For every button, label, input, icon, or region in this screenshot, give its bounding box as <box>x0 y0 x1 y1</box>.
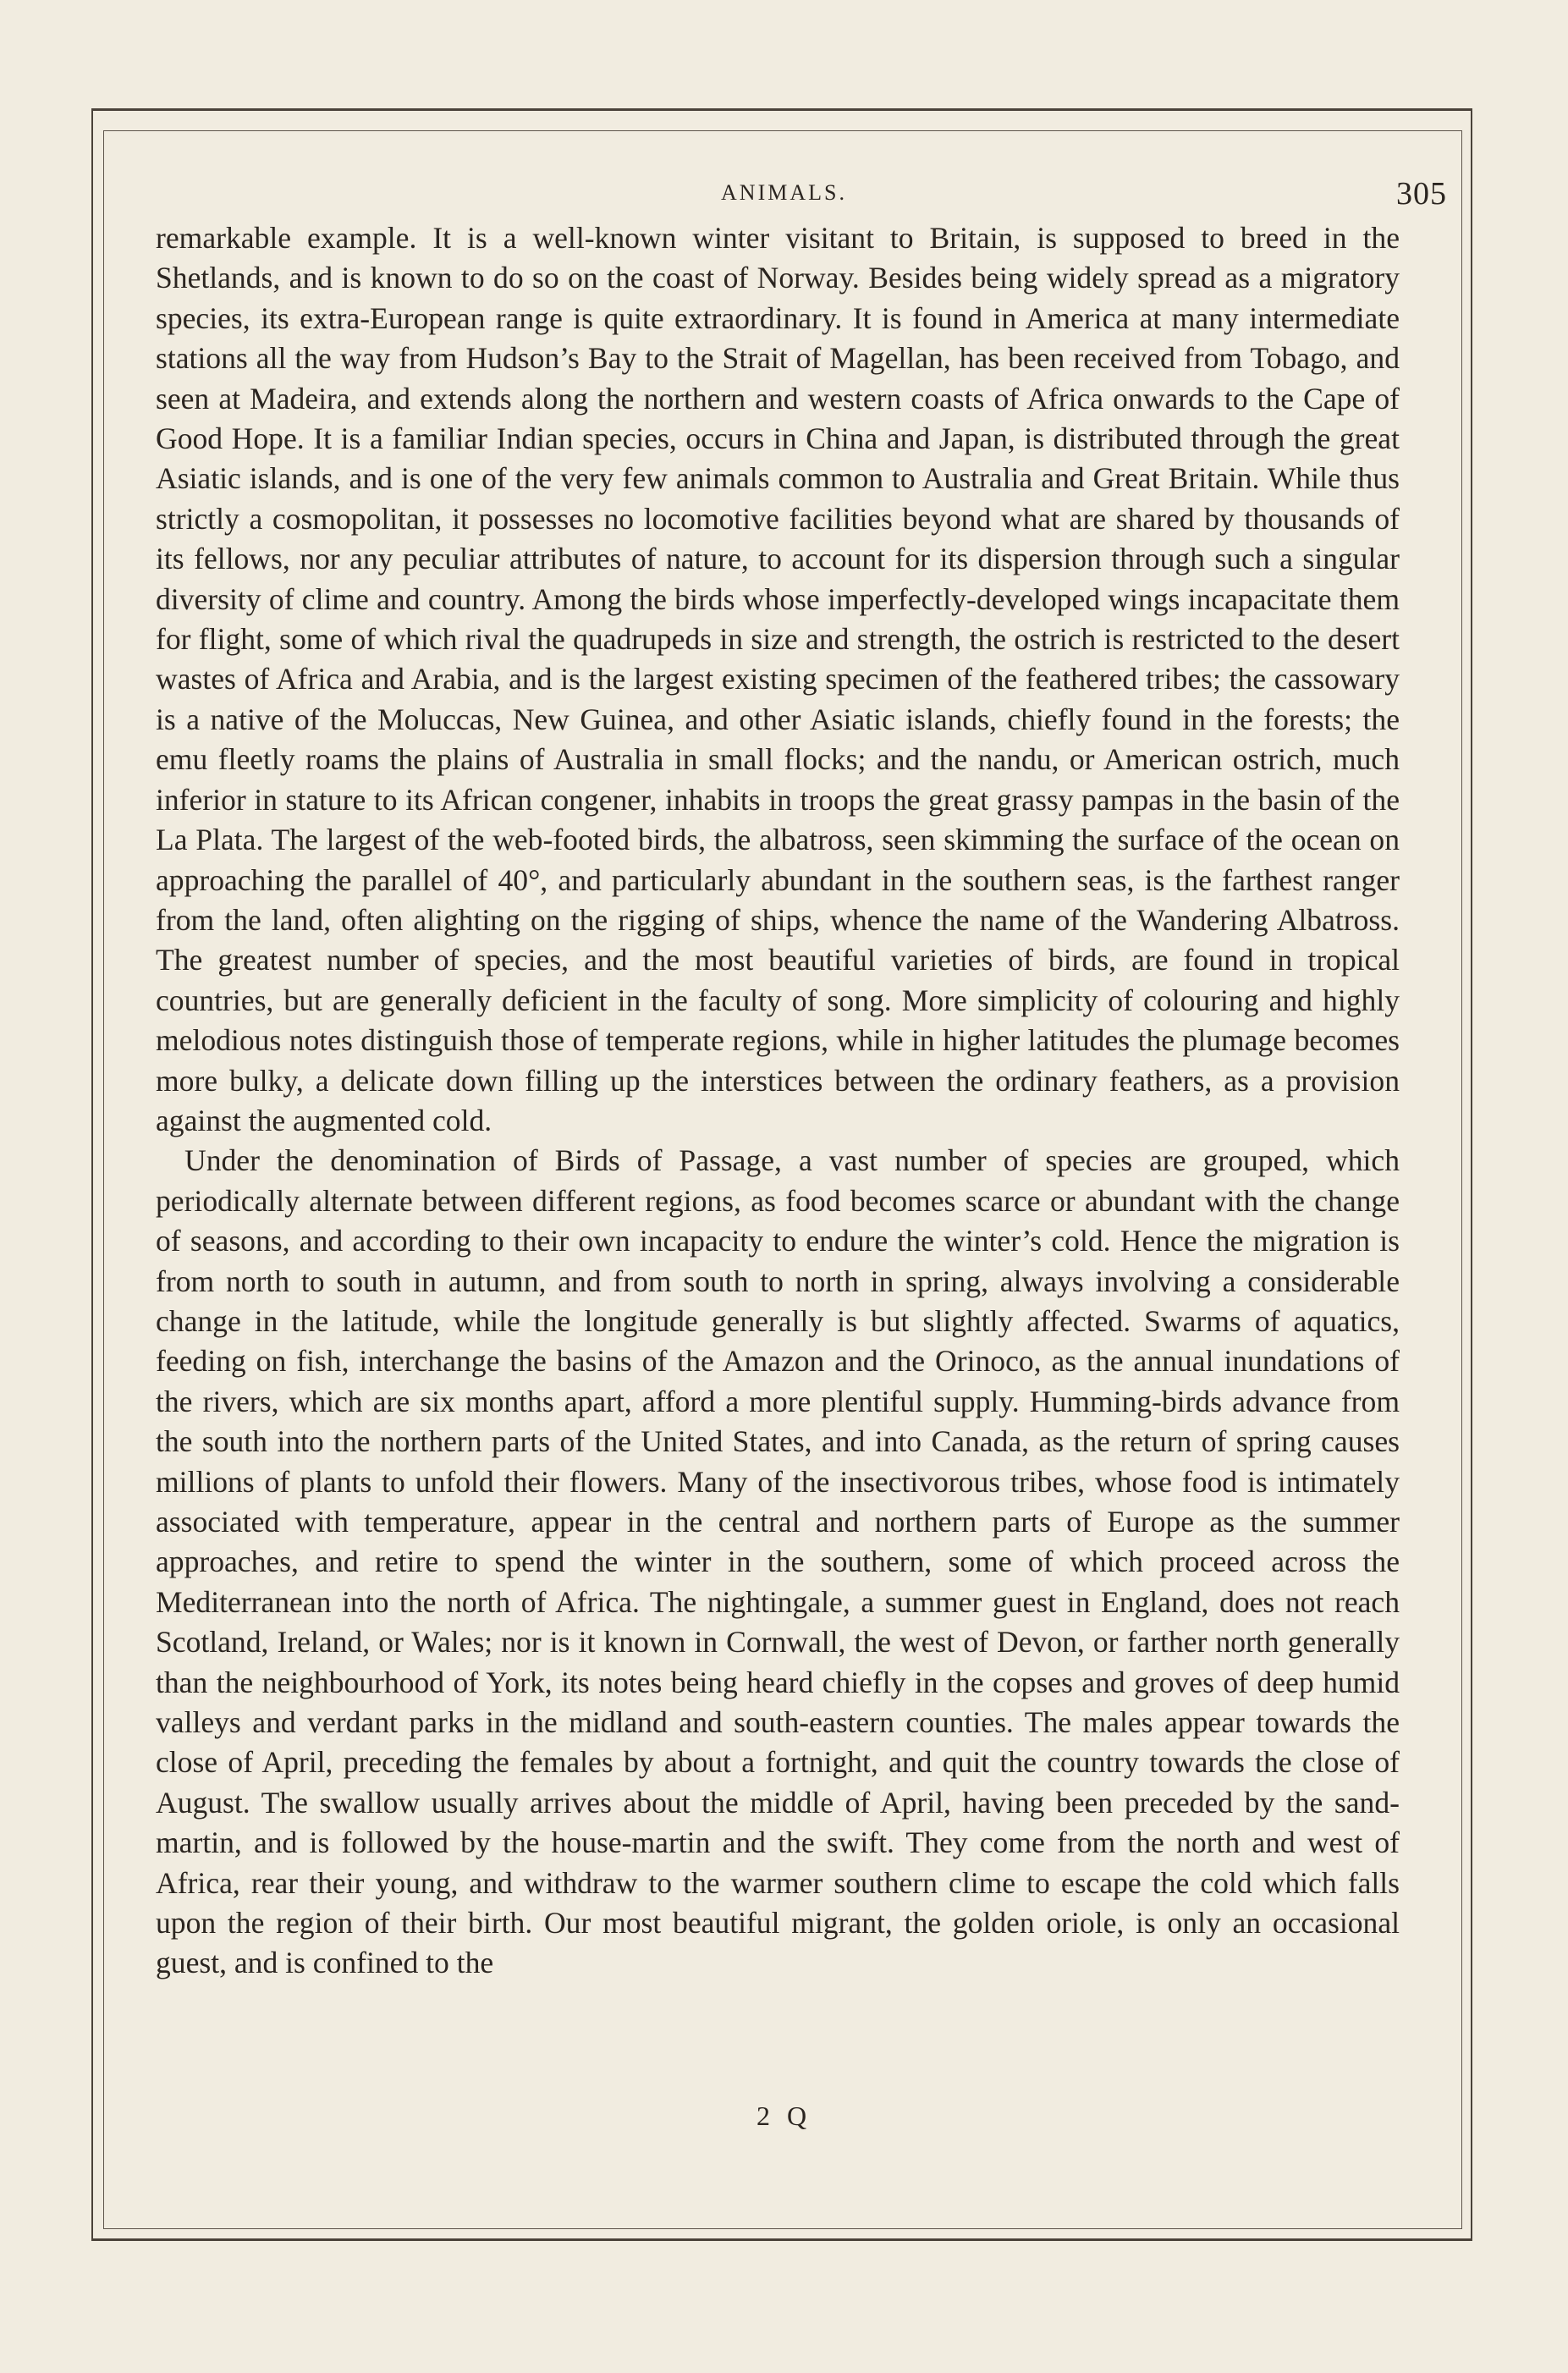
running-head <box>0 175 1568 212</box>
signature-mark: 2 Q <box>756 2100 812 2131</box>
page-number: 305 <box>1396 176 1447 212</box>
paragraph-continued: remarkable example. It is a well-known winter visitant to Britain, is supposed to breed in the Shetlands, and is known to do so on the coast of Norway. Besides being widely spread as a migratory species, its extra-European range is quite extraordinary. It is found in America at many intermediate stations all the way from Hudson’s Bay to the Strait of Magellan, has been received from Tobago, and seen at Madeira, and extends along the northern and western coasts of Africa onwards to the Cape of Good Hope. It is a familiar Indian species, occurs in China and Japan, is distributed through the great Asiatic islands, and is one of the very few animals common to Australia and Great Britain. While thus strictly a cosmopolitan, it possesses no locomotive facilities beyond what are shared by thousands of its fellows, nor any peculiar attributes of nature, to account for its dispersion through such a singular diversity of clime and country. Among the birds whose imperfectly-developed wings incapacitate them for flight, some of which rival the quadrupeds in size and strength, the ostrich is restricted to the desert wastes of Africa and Arabia, and is the largest existing specimen of the feathered tribes; the cassowary is a native of the Moluccas, New Guinea, and other Asiatic islands, chiefly found in the forests; the emu fleetly roams the plains of Australia in small flocks; and the nandu, or American ostrich, much inferior in stature to its African congener, inhabits in troops the great grassy pampas in the basin of the La Plata. The largest of the web-footed birds, the albatross, seen skimming the surface of the ocean on approaching the parallel of 40°, and particularly abundant in the southern seas, is the farthest ranger from the land, often alighting on the rigging of ships, whence the name of the Wandering Albatross. The greatest number of species, and the most beautiful varieties of birds, are found in tropical countries, but are generally deficient in the faculty of song. More simplicity of colouring and highly melodious notes distinguish those of temperate regions, while in higher latitudes the plumage becomes more bulky, a delicate down filling up the interstices between the ordinary feathers, as a provision against the augmented cold. <box>156 221 1400 1137</box>
paragraph-birds-of-passage: Under the denomination of Birds of Passage, a vast number of species are grouped, which periodically alternate between different regions, as food becomes scarce or abundant with the change of seasons, and according to their own incapacity to endure the winter’s cold. Hence the migration is from north to south in autumn, and from south to north in spring, always involving a considerable change in the latitude, while the longitude generally is but slightly affected. Swarms of aquatics, feeding on fish, interchange the basins of the Amazon and the Orinoco, as the annual inundations of the rivers, which are six months apart, afford a more plentiful supply. Humming-birds advance from the south into the northern parts of the United States, and into Canada, as the return of spring causes millions of plants to unfold their flowers. Many of the insectivorous tribes, whose food is intimately associated with temperature, appear in the central and northern parts of Europe as the summer approaches, and retire to spend the winter in the southern, some of which proceed across the Mediterranean into the north of Africa. The nightingale, a summer guest in England, does not reach Scotland, Ireland, or Wales; nor is it known in Cornwall, the west of Devon, or farther north generally than the neighbourhood of York, its notes being heard chiefly in the copses and groves of deep humid valleys and verdant parks in the midland and south-eastern counties. The males appear towards the close of April, preceding the females by about a fortnight, and quit the country towards the close of August. The swallow usually arrives about the middle of April, having been preceded by the sand-martin, and is followed by the house-martin and the swift. They come from the north and west of Africa, rear their young, and withdraw to the warmer southern clime to escape the cold which falls upon the region of their birth. Our most beautiful migrant, the golden oriole, is only an occasional guest, and is confined to the <box>156 1143 1400 1980</box>
body-text <box>156 218 1400 1984</box>
running-title: ANIMALS. <box>721 180 847 205</box>
